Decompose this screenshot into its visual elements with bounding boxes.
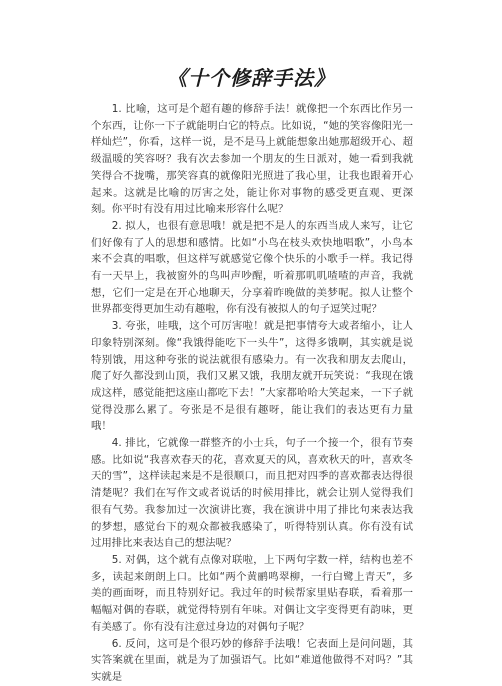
- document-body: [91, 101, 413, 686]
- document-title: 《十个修辞手法》: [167, 66, 335, 90]
- paragraph-antithesis: 5. 对偶，这个就有点像对联啦，上下两句字数一样，结构也差不多，读起来朗朗上口。比如“两个黄鹂鸣翠柳，一行白鹭上青天”，多美的画面呀，而且特别好记。我过年的时候帮家里贴春联，看着那一幅幅对偶的春联，就觉得特别有年味。对偶让文字变得更有韵味，更有美感了。你有没有注意过身边的对偶句子呢？: [91, 553, 413, 633]
- paragraph-personification: 2. 拟人，也很有意思哦！就是把不是人的东西当成人来写，让它们好像有了人的思想和感情。比如“小鸟在枝头欢快地唱歌”，小鸟本来不会真的唱歌，但这样写就感觉它像个快乐的小歌手一样。我记得有一天早上，我被窗外的鸟叫声吵醒，听着那叽叽喳喳的声音，我就想，它们一定是在开心地聊天，分享着昨晚做的美梦呢。拟人让整个世界都变得更加生动有趣啦，你有没有被拟人的句子逗笑过呢？: [91, 219, 413, 316]
- paragraph-parallelism: 4. 排比，它就像一群整齐的小士兵，句子一个接一个，很有节奏感。比如说“我喜欢春天的花，喜欢夏天的风，喜欢秋天的叶，喜欢冬天的雪”，这样读起来是不是很顺口，而且把对四季的喜欢都表达得很清楚呢？我们在写作文或者说话的时候用排比，就会让别人觉得我们很有气势。我参加过一次演讲比赛，我在演讲中用了排比句来表达我的梦想，感觉台下的观众都被我感染了，听得特别认真。你有没有试过用排比来表达自己的想法呢？: [91, 437, 413, 550]
- paragraph-rhetorical-question: 6. 反问，这可是个很巧妙的修辞手法哦！它表面上是问问题，其实答案就在里面，就是为了加强语气。比如“难道他做得不对吗？”其实就是: [91, 637, 413, 683]
- paragraph-metaphor: 1. 比喻，这可是个超有趣的修辞手法！就像把一个东西比作另一个东西，让你一下子就能明白它的特点。比如说，“她的笑容像阳光一样灿烂”，你看，这样一说，是不是马上就能想象出她那超级开心、超级温暖的笑容呀？我有次去参加一个朋友的生日派对，她一看到我就笑得合不拢嘴，那笑容真的就像阳光照进了我心里，让我也跟着开心起来。这就是比喻的厉害之处，能让你对事物的感受更直观、更深刻。你平时有没有用过比喻来形容什么呢？: [91, 103, 413, 216]
- paragraph-hyperbole: 3. 夸张，哇哦，这个可厉害啦！就是把事情夸大或者缩小，让人印象特别深刻。像“我饿得能吃下一头牛”，这得多饿啊，其实就是说特别饿，用这种夸张的说法就很有感染力。有一次我和朋友去爬山，爬了好久都没到山顶，我们又累又饿，我朋友就开玩笑说：“我现在饿成这样，感觉能把这座山都吃下去！”大家都哈哈大笑起来，一下子就觉得没那么累了。夸张是不是很有趣呀，能让我们的表达更有力量哦！: [91, 320, 413, 433]
